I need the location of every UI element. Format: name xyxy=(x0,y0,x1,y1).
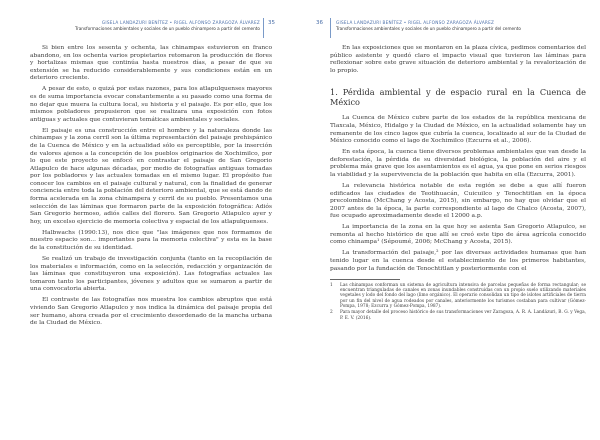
right-body-text xyxy=(330,45,586,322)
paragraph: En esta época, la cuenca tiene diversos problemas ambientales que van desde la deforestación, la pérdida de su diversidad biológica, la población del aire y el problema más grave que los asentamientos es el agua, ya que pone en serios riesgos la viabilidad y la supervivencia de la población que habita en ella (Ezcurra, 2001). xyxy=(330,149,586,178)
paragraph: La importancia de la zona en la que hoy se asienta San Gregorio Atlapulco, se remonta al hecho histórico de que allí se creó este tipo de área agrícola conocido como chinampa¹ (Sépoumé, 2006; McChang y Acosta, 2015). xyxy=(330,224,586,246)
paragraph: A pesar de esto, o quizá por estas razones, para los atlapulquenses mayores es de suma importancia evocar constantemente a su pasado como una forma de no dejar que muera la cultura local, su historia y el paisaje. Es por ello, que los mismos pobladores propusieron que se realizara una exposición con fotos antiguas y actuales que contuvieran temáticas ambientales y sociales. xyxy=(30,86,272,123)
footnote-divider xyxy=(330,279,400,280)
paragraph: La Cuenca de México cubre parte de los estados de la república mexicana de Tlaxcala, México, Hidalgo y la Ciudad de México, en la actualidad solamente hay un remanente de los cinco lagos que cubría la cuenca, localizado al sur de la Ciudad de México conocido como el lago de Xochimilco (Ezcurra et al., 2006). xyxy=(330,115,586,145)
left-page-number: 35 xyxy=(268,20,275,26)
right-header-authors: GISELA LANDAZURI BENÍTEZ • RIGEL ALFONSO ZARAGOZA ÁLVAREZ xyxy=(336,20,495,25)
footnote-number: 1 xyxy=(330,282,333,288)
paragraph: Halbwachs (1990:13), nos dice que "las imágenes que nos formamos de nuestro espacio son... importantes para la memoria colectiva" y esta es la base de la constitución de su identidad. xyxy=(30,229,272,252)
footnote xyxy=(330,310,586,321)
right-page xyxy=(300,0,600,440)
right-header-divider xyxy=(330,18,331,38)
paragraph: Si bien entre los sesenta y ochenta, las chinampas estuvieron en franco abandono, en los ochenta varios propietarios retomaron la producción de flores y hortalizas mismas que continúa hasta nuestros días, a pesar de que su extensión se ha reducido considerablemente y sus condiciones están en un deterioro creciente. xyxy=(30,45,272,82)
left-header-title: Transformaciones ambientales y sociales de un pueblo chinampero a partir del cemento xyxy=(75,26,260,31)
left-header-divider xyxy=(263,18,264,38)
footnote-text: Para mayor detalle del proceso histórico de sus transformaciones ver Zaragoza, A. R. A. Landázuri, B. G. y Vega, P. E. V. (2016). xyxy=(340,310,586,321)
left-header-authors: GISELA LANDAZURI BENÍTEZ • RIGEL ALFONSO ZARAGOZA ÁLVAREZ xyxy=(101,20,260,25)
right-running-header xyxy=(336,20,586,42)
paragraph: Se realizó un trabajo de investigación conjunta (tanto en la recopilación de los materiales e información, como en la selección, redacción y organización de las láminas que constituyeron una exposición). Las fotografías actuales las tomaron tanto los participantes, jóvenes y adultos que se sumaron a partir de una convocatoria abierta. xyxy=(30,256,272,293)
section-heading: 1. Pérdida ambiental y de espacio rural en la Cuenca de México xyxy=(330,87,586,108)
paragraph: La transformación del paisaje,² por las diversas actividades humanas que han tenido lugar en la cuenca desde el establecimiento de los primeros habitantes, pasando por la fundación de Tenochtitlan y posteriormente con el xyxy=(330,250,586,272)
paragraph: El paisaje es una construcción entre el hombre y la naturaleza donde las chinampas y la zona cerril son la última representación del paisaje prehispánico de la Cuenca de México y en la actualidad sólo es perceptible, por la inserción de valores ajenos a la concepción de los pueblos originarios de Xochimilco, por lo que este proyecto se enfocó en contrastar el paisaje de San Gregorio Atlapulco de hace algunas décadas, por medio de fotografías antiguas tomadas por los pobladores y las actuales tomadas en el mismo lugar. El propósito fue conocer los cambios en el paisaje cultural y natural, con la finalidad de generar conciencia entre toda la población del deterioro ambiental, que se está dando de forma acelerada en la zona chinampera y cerril de su pueblo. Presentamos una selección de las láminas que formaron parte de la exposición fotográfica: Adiós San Gregorio hermoso, adiós calles del florero. San Gregorio Atlapulco ayer y hoy, un excelso ejercicio de memoria colectiva y espacial de los atlapulquenses. xyxy=(30,127,272,225)
left-running-header xyxy=(10,20,260,42)
right-header-title: Transformaciones ambientales y sociales de un pueblo chinampero a partir del cemento xyxy=(336,26,521,31)
footnote-number: 2 xyxy=(330,310,333,316)
paragraph: El contraste de las fotografías nos muestra los cambios abruptos que está viviendo San Gregorio Atlapulco y nos indica la dinámica del paisaje propia del ser humano, ahora creada por el crecimiento desordenado de la mancha urbana de la Ciudad de México. xyxy=(30,297,272,327)
footnote xyxy=(330,283,586,309)
right-page-number: 36 xyxy=(316,20,323,26)
left-body-text xyxy=(30,45,272,331)
footnote-text: Las chinampas conforman un sistema de agricultura intensiva de parcelas pequeñas de forma rectangular; se encuentran trianguladas de canales en zonas inundables construidas con un propio suelo utilizando materiales vegetales y lodo del fondo del lago (limo orgánico). El operario consolidan un tipo de islotes artificiales de tierra por un fin del nivel de agua rodeados por canales, anteriormente los turismos costaban para cultivar (Gómez-Pompa, 1978; Ezcurra y Gómez-Pompa, 1987). xyxy=(340,282,586,309)
paragraph: La relevancia histórica notable de esta región se debe a que allí fueron edificados las ciudades de Teotihuacán, Cuicuilco y Tenochtitlan en la época precolombina (McChang y Acosta, 2015), sin embargo, no hay que olvidar que el 2007 antes de la época, la parte correspondiente al lago de Chalco (Acosta, 2007), fue ocupado aproximadamente desde el 12000 a.p. xyxy=(330,182,586,220)
paragraph: En las exposiciones que se montaron en la plaza cívica, pedimos comentarios del público asistente y quedó claro el impacto visual que tuvieron las láminas para reflexionar sobre este grave situación de deterioro ambiental y la revalorización de lo propio. xyxy=(330,45,586,74)
